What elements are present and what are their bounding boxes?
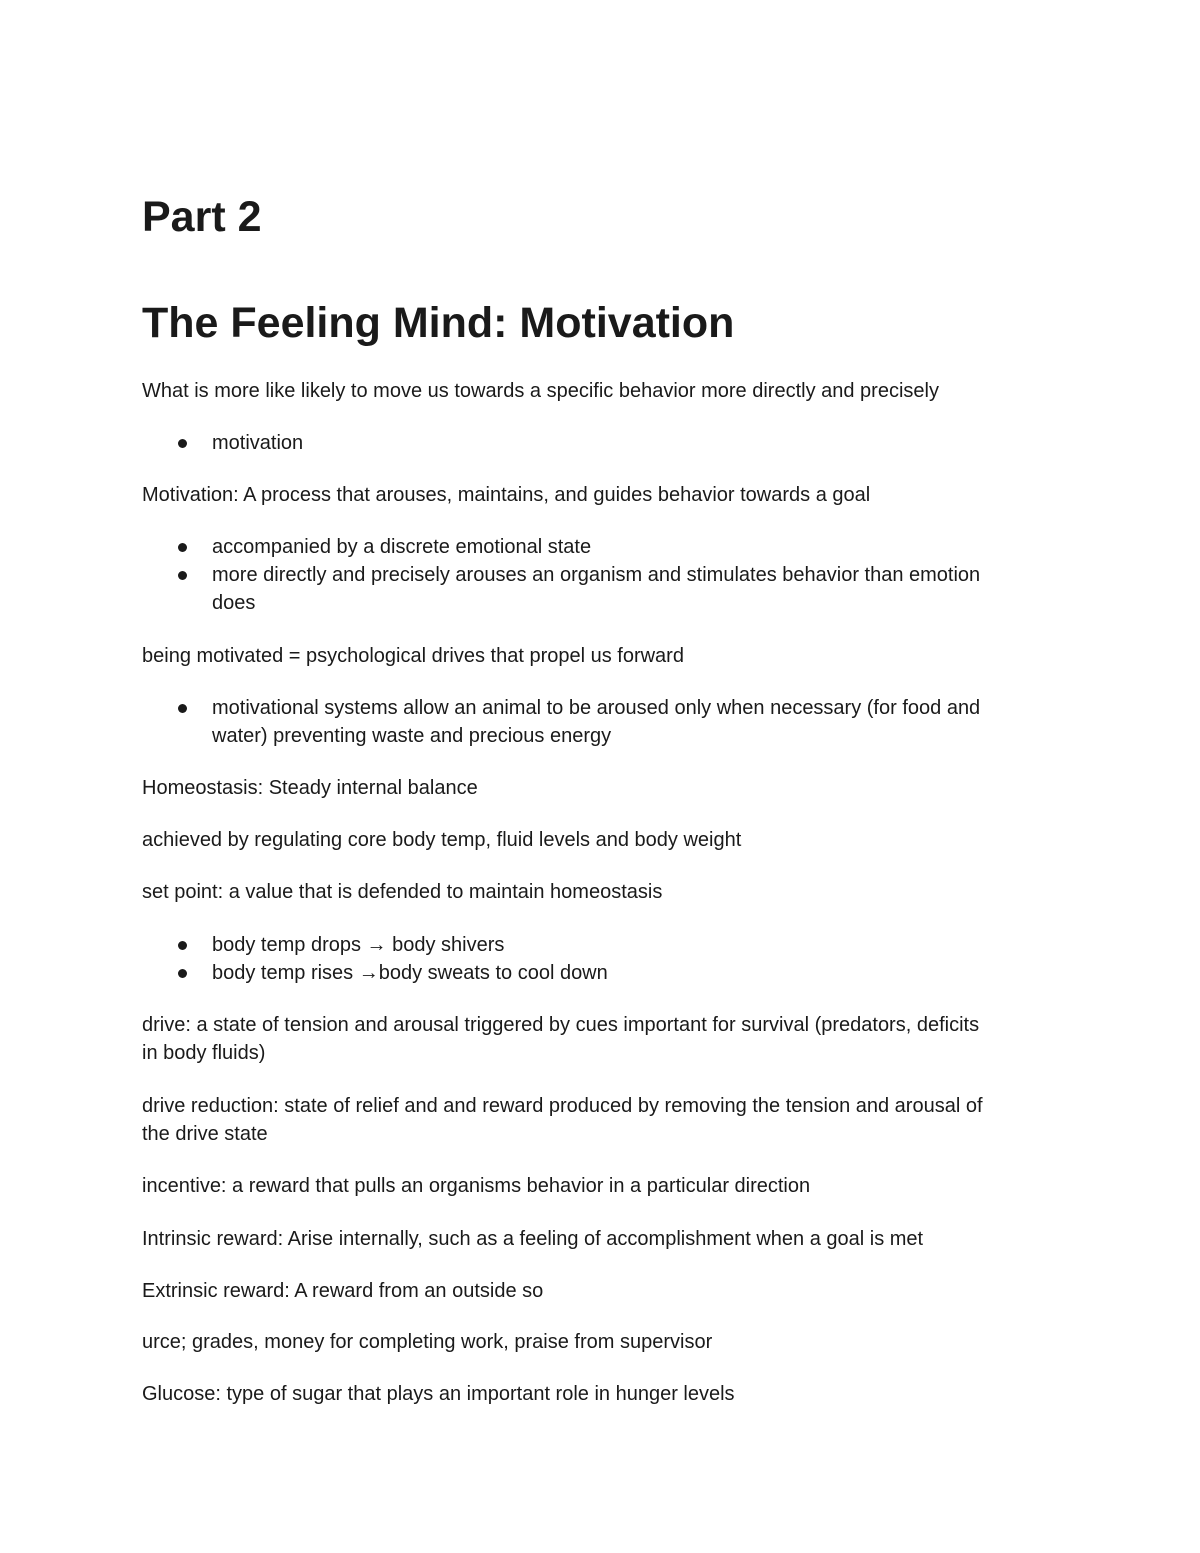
incentive-paragraph: incentive: a reward that pulls an organisms behavior in a particular direction bbox=[142, 1175, 811, 1197]
part-heading: Part 2 bbox=[142, 193, 262, 241]
bullet-dot bbox=[178, 543, 187, 552]
bullet-dot bbox=[178, 704, 187, 713]
drive-reduction-paragraph: drive reduction: state of relief and and reward produced by removing the tension and arousal of bbox=[142, 1095, 983, 1117]
bullet-dot bbox=[178, 941, 187, 950]
extrinsic-reward-continuation: urce; grades, money for completing work, praise from supervisor bbox=[142, 1331, 713, 1353]
list-item-continuation: water) preventing waste and precious energy bbox=[212, 725, 612, 747]
drive-paragraph: drive: a state of tension and arousal triggered by cues important for survival (predators, deficits bbox=[142, 1014, 980, 1036]
bullet-dot bbox=[178, 969, 187, 978]
list-item: motivation bbox=[212, 432, 304, 454]
list-item: accompanied by a discrete emotional state bbox=[212, 536, 592, 558]
achieved-paragraph: achieved by regulating core body temp, fluid levels and body weight bbox=[142, 829, 742, 851]
drive-paragraph-continuation: in body fluids) bbox=[142, 1042, 266, 1064]
set-point-paragraph: set point: a value that is defended to maintain homeostasis bbox=[142, 881, 663, 903]
list-item: body temp drops → body shivers bbox=[212, 934, 505, 956]
being-motivated-paragraph: being motivated = psychological drives that propel us forward bbox=[142, 645, 684, 667]
bullet-dot bbox=[178, 571, 187, 580]
extrinsic-reward-paragraph: Extrinsic reward: A reward from an outside so bbox=[142, 1280, 544, 1302]
motivation-definition: Motivation: A process that arouses, maintains, and guides behavior towards a goal bbox=[142, 484, 871, 506]
list-item: body temp rises →body sweats to cool down bbox=[212, 962, 608, 984]
question-paragraph: What is more like likely to move us towards a specific behavior more directly and precisely bbox=[142, 380, 939, 402]
list-item: more directly and precisely arouses an organism and stimulates behavior than emotion bbox=[212, 564, 981, 586]
list-item: motivational systems allow an animal to be aroused only when necessary (for food and bbox=[212, 697, 981, 719]
homeostasis-paragraph: Homeostasis: Steady internal balance bbox=[142, 777, 478, 799]
bullet-dot bbox=[178, 439, 187, 448]
intrinsic-reward-paragraph: Intrinsic reward: Arise internally, such as a feeling of accomplishment when a goal is met bbox=[142, 1228, 924, 1250]
drive-reduction-paragraph-continuation: the drive state bbox=[142, 1123, 268, 1145]
page-title: The Feeling Mind: Motivation bbox=[142, 299, 735, 347]
glucose-paragraph: Glucose: type of sugar that plays an important role in hunger levels bbox=[142, 1383, 735, 1405]
list-item-continuation: does bbox=[212, 592, 256, 614]
